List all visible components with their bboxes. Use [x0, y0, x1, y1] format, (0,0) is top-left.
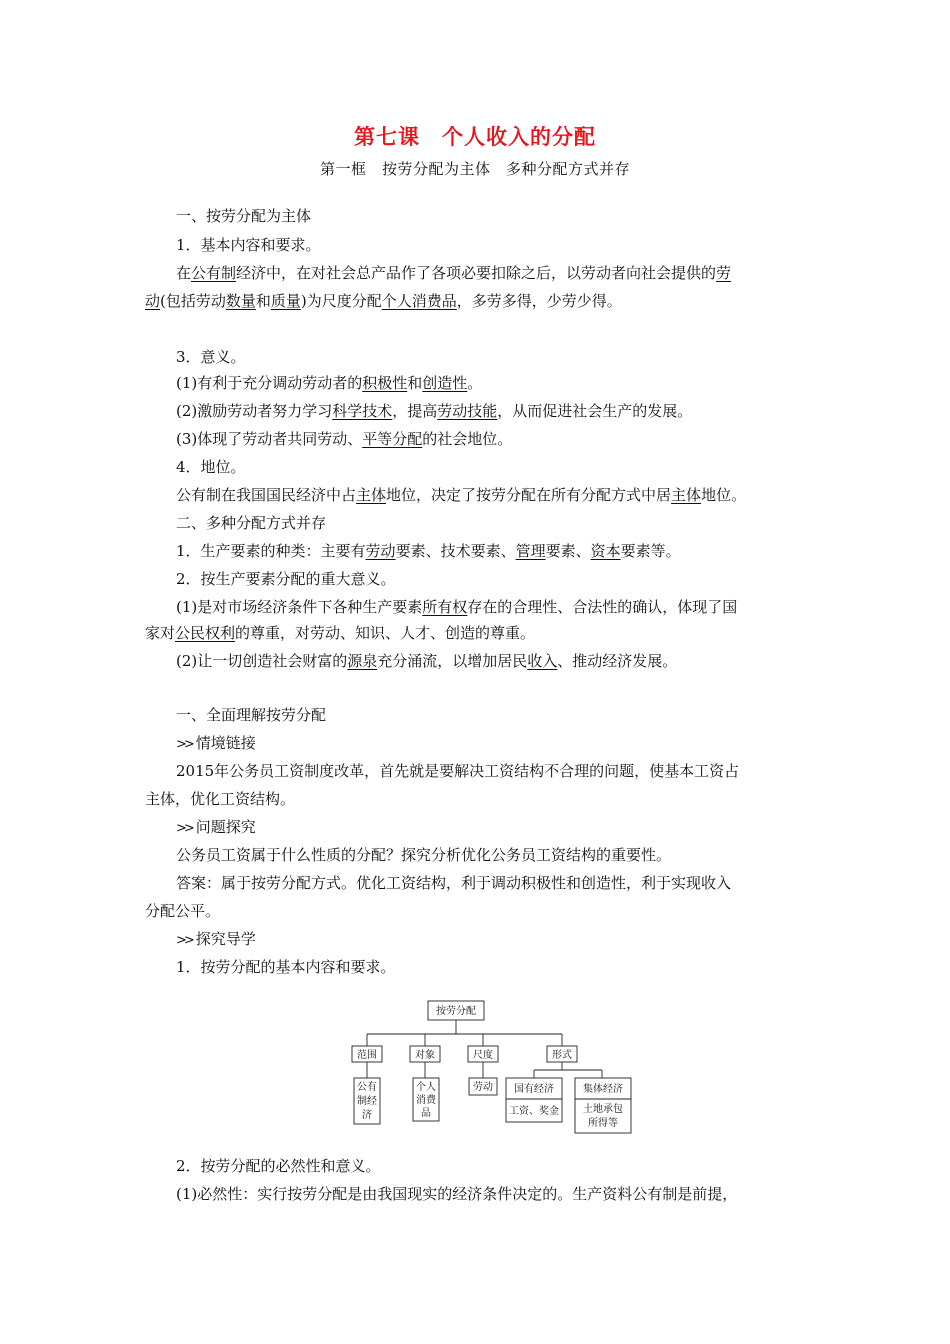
state-economy-box [506, 1078, 562, 1122]
state-economy-forms: 工资、奖金 [509, 1106, 559, 1117]
paragraph-line: 1．生产要素的种类：主要有劳动要素、技术要素、管理要素、资本要素等。 [176, 542, 681, 560]
paragraph-line: (1)必然性：实行按劳分配是由我国现实的经济条件决定的。生产资料公有制是前提， [176, 1185, 738, 1203]
measure-value-box [469, 1078, 497, 1095]
subsection-heading: >> 探究导学 [176, 930, 256, 948]
lesson-subtitle: 第一框 按劳分配为主体 多种分配方式并存 [319, 160, 630, 178]
scope-value-line: 公有 [357, 1082, 377, 1093]
blank-answer: 积极性 [362, 374, 408, 392]
blank-answer: 主体 [356, 486, 387, 504]
form-label: 形式 [552, 1050, 572, 1061]
object-label: 对象 [415, 1050, 435, 1061]
measure-label: 尺度 [473, 1050, 493, 1061]
item-heading: 2．按生产要素分配的重大意义。 [176, 570, 396, 588]
section-heading: 一、全面理解按劳分配 [176, 706, 327, 724]
blank-answer: 公有制 [191, 264, 237, 282]
object-value-line: 品 [421, 1108, 431, 1119]
item-heading: 2．按劳分配的必然性和意义。 [176, 1157, 381, 1175]
paragraph-line: (1)有利于充分调动劳动者的积极性和创造性。 [176, 374, 483, 392]
collective-forms-line: 土地承包 [583, 1104, 623, 1115]
blank-answer: 质量 [270, 292, 301, 310]
blank-answer: 劳动技能 [437, 402, 498, 420]
item-heading: 1．按劳分配的基本内容和要求。 [176, 958, 396, 976]
item-heading: 4．地位。 [176, 458, 246, 476]
paragraph-line: 家对公民权利的尊重，对劳动、知识、人才、创造的尊重。 [145, 624, 536, 642]
item-heading: 1．基本内容和要求。 [176, 236, 321, 254]
measure-box [468, 1046, 498, 1062]
blank-answer: 科学技术 [332, 402, 393, 420]
paragraph-line: (2)激励劳动者努力学习科学技术，提高劳动技能，从而促进社会生产的发展。 [176, 402, 693, 420]
paragraph-line: (2)让一切创造社会财富的源泉充分涌流，以增加居民收入、推动经济发展。 [176, 652, 678, 670]
lesson-title: 第七课 个人收入的分配 [354, 125, 596, 149]
subsection-heading: >> 问题探究 [176, 818, 256, 836]
blank-answer: 劳动 [365, 542, 396, 560]
blank-answer: 创造性 [422, 374, 468, 392]
blank-answer: 主体 [671, 486, 702, 504]
object-box [410, 1046, 440, 1062]
state-economy-label: 国有经济 [514, 1084, 554, 1095]
blank-answer: 源泉 [347, 652, 378, 670]
blank-answer: 平等分配 [362, 430, 423, 448]
paragraph-line: 答案：属于按劳分配方式。优化工资结构，利于调动积极性和创造性，利于实现收入 [176, 874, 732, 892]
paragraph-line: 在公有制经济中，在对社会总产品作了各项必要扣除之后，以劳动者向社会提供的劳 [176, 264, 732, 282]
scope-value-line: 制经 [357, 1096, 377, 1107]
root-box [428, 1001, 484, 1020]
paragraph-line: 公务员工资属于什么性质的分配？探究分析优化公务员工资结构的重要性。 [176, 846, 672, 864]
paragraph-line: (1)是对市场经济条件下各种生产要素所有权存在的合理性、合法性的确认，体现了国 [176, 598, 738, 616]
object-value-line: 消费 [416, 1095, 436, 1106]
scope-value-box [354, 1078, 380, 1124]
form-box [547, 1046, 577, 1062]
measure-value: 劳动 [473, 1082, 493, 1093]
blank-answer: 公民权利 [175, 624, 236, 642]
chevron-icon: >> [176, 933, 192, 948]
blank-answer: 劳 [716, 264, 732, 282]
scope-label: 范围 [357, 1050, 377, 1061]
paragraph-line: 主体，优化工资结构。 [145, 790, 296, 808]
subsection-heading: >> 情境链接 [176, 734, 256, 752]
root-label: 按劳分配 [436, 1006, 476, 1017]
object-value-box [413, 1078, 439, 1121]
paragraph-line: 动(包括劳动数量和质量)为尺度分配个人消费品，多劳多得，少劳少得。 [145, 292, 622, 310]
blank-answer: 个人消费品 [381, 292, 457, 310]
blank-answer: 资本 [590, 542, 621, 560]
blank-answer: 动 [145, 292, 161, 310]
scope-box [352, 1046, 382, 1062]
section-heading: 二、多种分配方式并存 [176, 514, 327, 532]
scope-value-line: 济 [362, 1110, 372, 1121]
chevron-icon: >> [176, 821, 192, 836]
object-value-line: 个人 [416, 1082, 436, 1093]
paragraph-line: (3)体现了劳动者共同劳动、平等分配的社会地位。 [176, 430, 513, 448]
paragraph-line: 分配公平。 [145, 902, 221, 920]
collective-forms-line: 所得等 [588, 1118, 618, 1129]
chevron-icon: >> [176, 737, 192, 752]
section-heading: 一、按劳分配为主体 [176, 207, 312, 225]
item-heading: 3．意义。 [176, 348, 246, 366]
blank-answer: 数量 [225, 292, 256, 310]
blank-answer: 收入 [527, 652, 558, 670]
blank-answer: 所有权 [422, 598, 468, 616]
collective-economy-label: 集体经济 [583, 1084, 623, 1095]
blank-answer: 管理 [515, 542, 546, 560]
collective-economy-box [575, 1078, 631, 1133]
paragraph-line: 公有制在我国国民经济中占主体地位，决定了按劳分配在所有分配方式中居主体地位。 [176, 486, 747, 504]
paragraph-line: 2015年公务员工资制度改革，首先就是要解决工资结构不合理的问题，使基本工资占 [176, 762, 740, 780]
